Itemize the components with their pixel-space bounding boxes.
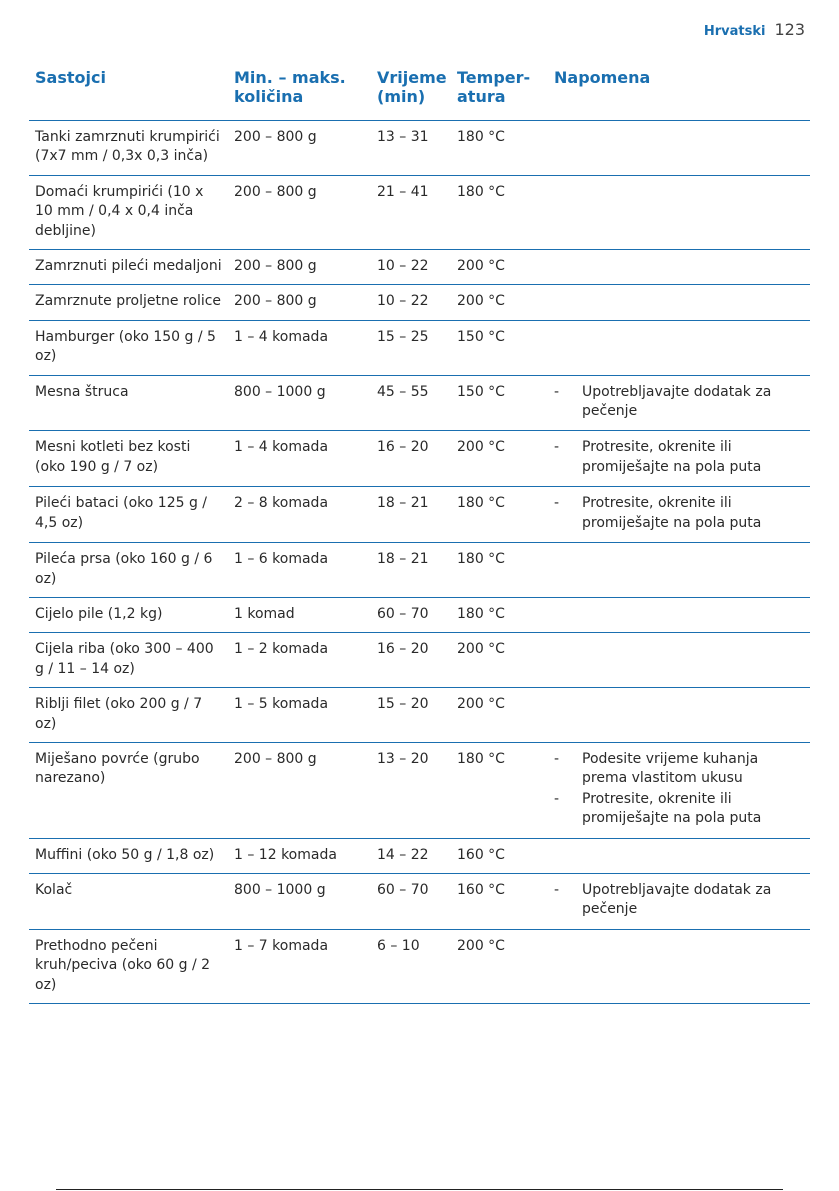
temperature-cell: 200 °C: [451, 285, 542, 320]
temperature-cell: 180 °C: [451, 121, 542, 176]
ingredient-cell: Tanki zamrznuti krumpirići (7x7 mm / 0,3x 0,3 inča): [29, 121, 228, 176]
notes-list: [554, 383, 804, 422]
column-header-temperature: Temper- atura: [451, 66, 542, 121]
notes-cell: [542, 285, 810, 320]
temperature-cell: 150 °C: [451, 320, 542, 375]
time-cell: 60 – 70: [371, 873, 451, 929]
temperature-cell: 180 °C: [451, 742, 542, 838]
notes-cell: [542, 175, 810, 249]
page-header: [704, 20, 805, 39]
ingredient-cell: Mesni kotleti bez kosti (oko 190 g / 7 oz): [29, 431, 228, 487]
notes-cell: [542, 873, 810, 929]
quantity-cell: 800 – 1000 g: [228, 375, 371, 431]
quantity-cell: 1 – 4 komada: [228, 431, 371, 487]
page-number: 123: [774, 20, 805, 39]
ingredient-cell: Domaći krumpirići (10 x 10 mm / 0,4 x 0,4 inča debljine): [29, 175, 228, 249]
quantity-cell: 800 – 1000 g: [228, 873, 371, 929]
temperature-cell: 200 °C: [451, 431, 542, 487]
ingredient-cell: Pileća prsa (oko 160 g / 6 oz): [29, 543, 228, 598]
column-header-time: Vrijeme (min): [371, 66, 451, 121]
table-row: [29, 873, 810, 929]
time-cell: 10 – 22: [371, 250, 451, 285]
notes-list: [554, 494, 804, 533]
table-body: [29, 121, 810, 1004]
ingredient-cell: Muffini (oko 50 g / 1,8 oz): [29, 838, 228, 873]
temperature-cell: 200 °C: [451, 633, 542, 688]
temperature-cell: 180 °C: [451, 597, 542, 632]
notes-cell: [542, 929, 810, 1003]
note-item: - Upotrebljavajte dodatak za pečenje: [554, 383, 804, 422]
quantity-cell: 1 – 12 komada: [228, 838, 371, 873]
time-cell: 18 – 21: [371, 543, 451, 598]
note-item: - Podesite vrijeme kuhanja prema vlastitom ukusu: [554, 750, 804, 789]
table-row: [29, 121, 810, 176]
table-row: [29, 929, 810, 1003]
time-cell: 45 – 55: [371, 375, 451, 431]
ingredient-cell: Prethodno pečeni kruh/peciva (oko 60 g / 2 oz): [29, 929, 228, 1003]
notes-cell: [542, 375, 810, 431]
section-title: Hrvatski: [703, 24, 766, 39]
notes-cell: [542, 121, 810, 176]
notes-cell: [542, 487, 810, 543]
time-cell: 16 – 20: [371, 633, 451, 688]
table-row: [29, 175, 810, 249]
time-cell: 6 – 10: [371, 929, 451, 1003]
quantity-cell: 200 – 800 g: [228, 742, 371, 838]
table-row: [29, 742, 810, 838]
notes-cell: [542, 633, 810, 688]
quantity-cell: 200 – 800 g: [228, 121, 371, 176]
time-cell: 15 – 20: [371, 688, 451, 743]
quantity-cell: 1 – 7 komada: [228, 929, 371, 1003]
time-cell: 60 – 70: [371, 597, 451, 632]
ingredient-cell: Pileći bataci (oko 125 g / 4,5 oz): [29, 487, 228, 543]
notes-cell: [542, 250, 810, 285]
temperature-cell: 200 °C: [451, 688, 542, 743]
time-cell: 13 – 31: [371, 121, 451, 176]
quantity-cell: 2 – 8 komada: [228, 487, 371, 543]
quantity-cell: 200 – 800 g: [228, 250, 371, 285]
column-header-quantity: Min. – maks. količina: [228, 66, 371, 121]
temperature-cell: 180 °C: [451, 175, 542, 249]
notes-list: [554, 881, 804, 920]
quantity-cell: 200 – 800 g: [228, 285, 371, 320]
ingredient-cell: Miješano povrće (grubo narezano): [29, 742, 228, 838]
notes-cell: [542, 742, 810, 838]
notes-list: [554, 438, 804, 477]
table-row: [29, 838, 810, 873]
notes-cell: [542, 838, 810, 873]
temperature-cell: 160 °C: [451, 838, 542, 873]
time-cell: 13 – 20: [371, 742, 451, 838]
table-header-row: [29, 66, 810, 121]
column-header-ingredients: Sastojci: [29, 66, 228, 121]
note-item: - Protresite, okrenite ili promiješajte na pola puta: [554, 438, 804, 477]
table-row: [29, 375, 810, 431]
notes-cell: [542, 320, 810, 375]
time-cell: 10 – 22: [371, 285, 451, 320]
table-row: [29, 285, 810, 320]
table-row: [29, 543, 810, 598]
note-item: - Protresite, okrenite ili promiješajte na pola puta: [554, 494, 804, 533]
ingredient-cell: Cijelo pile (1,2 kg): [29, 597, 228, 632]
time-cell: 18 – 21: [371, 487, 451, 543]
note-item: - Upotrebljavajte dodatak za pečenje: [554, 881, 804, 920]
note-item: - Protresite, okrenite ili promiješajte na pola puta: [554, 790, 804, 829]
temperature-cell: 150 °C: [451, 375, 542, 431]
table-row: [29, 633, 810, 688]
notes-cell: [542, 543, 810, 598]
ingredient-cell: Cijela riba (oko 300 – 400 g / 11 – 14 oz): [29, 633, 228, 688]
temperature-cell: 200 °C: [451, 929, 542, 1003]
table-row: [29, 688, 810, 743]
quantity-cell: 1 komad: [228, 597, 371, 632]
quantity-cell: 1 – 4 komada: [228, 320, 371, 375]
ingredient-cell: Zamrznuti pileći medaljoni: [29, 250, 228, 285]
temperature-cell: 180 °C: [451, 487, 542, 543]
table-row: [29, 597, 810, 632]
quantity-cell: 1 – 5 komada: [228, 688, 371, 743]
footer-divider: [56, 1189, 783, 1190]
notes-cell: [542, 688, 810, 743]
table-row: [29, 250, 810, 285]
ingredient-cell: Mesna štruca: [29, 375, 228, 431]
table-row: [29, 487, 810, 543]
time-cell: 16 – 20: [371, 431, 451, 487]
temperature-cell: 180 °C: [451, 543, 542, 598]
notes-list: [554, 750, 804, 829]
time-cell: 21 – 41: [371, 175, 451, 249]
time-cell: 15 – 25: [371, 320, 451, 375]
table-row: [29, 431, 810, 487]
quantity-cell: 1 – 6 komada: [228, 543, 371, 598]
ingredient-cell: Riblji filet (oko 200 g / 7 oz): [29, 688, 228, 743]
quantity-cell: 1 – 2 komada: [228, 633, 371, 688]
table-row: [29, 320, 810, 375]
quantity-cell: 200 – 800 g: [228, 175, 371, 249]
temperature-cell: 200 °C: [451, 250, 542, 285]
temperature-cell: 160 °C: [451, 873, 542, 929]
cooking-table: [29, 66, 810, 1004]
ingredient-cell: Hamburger (oko 150 g / 5 oz): [29, 320, 228, 375]
ingredient-cell: Zamrznute proljetne rolice: [29, 285, 228, 320]
notes-cell: [542, 597, 810, 632]
column-header-notes: Napomena: [542, 66, 810, 121]
time-cell: 14 – 22: [371, 838, 451, 873]
ingredient-cell: Kolač: [29, 873, 228, 929]
notes-cell: [542, 431, 810, 487]
